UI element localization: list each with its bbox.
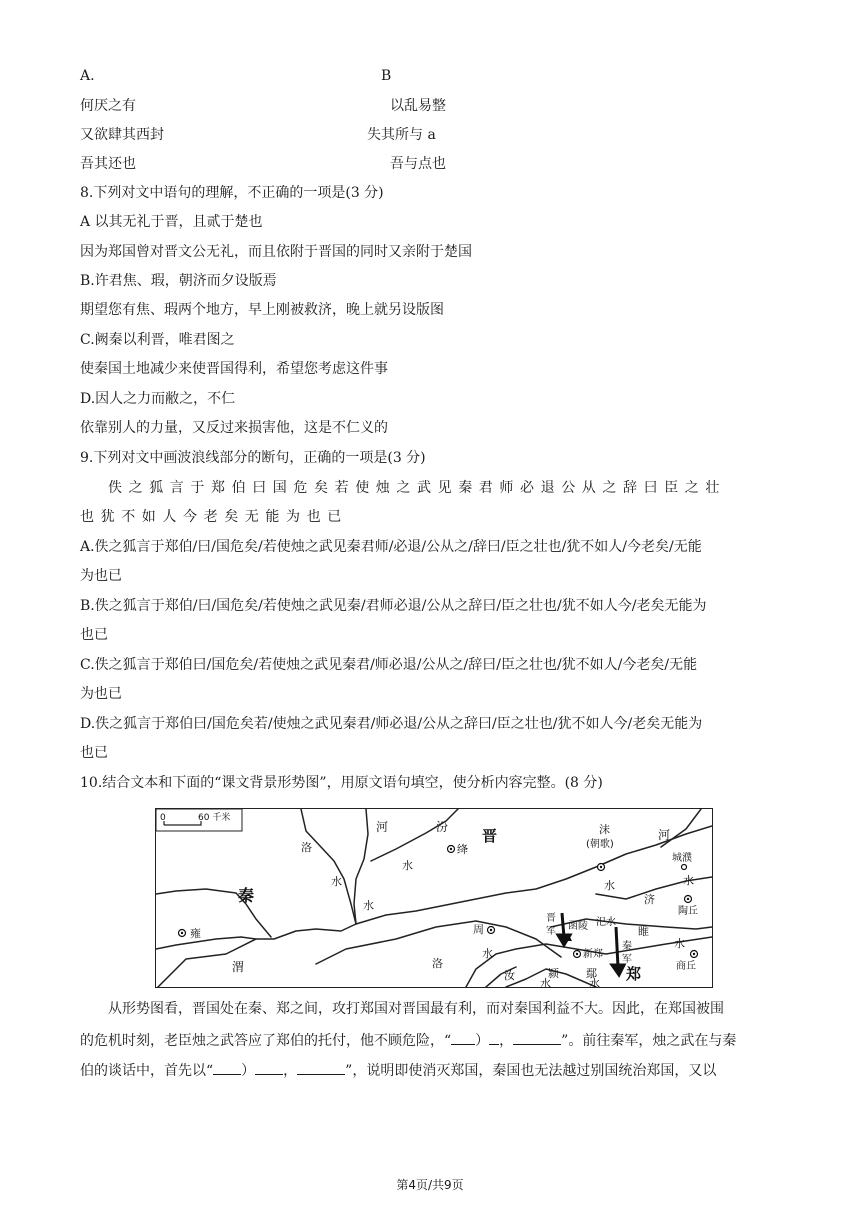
map-label-qin: 秦: [238, 886, 255, 905]
qin-army-arrow-head: [612, 965, 624, 975]
q9-option-a: A.佚之狐言于郑伯/曰/国危矣/若使烛之武见秦君师/必退/公从之/辞曰/臣之壮也/犹不如人/今老矣/无能: [80, 539, 702, 555]
q9-option-b-cont: 也已: [80, 627, 108, 643]
q10-text: 伯的谈话中，首先以“: [80, 1063, 214, 1079]
option-b-label: B: [381, 68, 392, 84]
map-label-ji: 济: [644, 893, 655, 906]
river-fen: [371, 809, 458, 861]
map-label-shui: 水: [482, 947, 493, 960]
q9-option-b: B.佚之狐言于郑伯/曰/国危矣/若使烛之武见秦/君师必退/公从之辞曰/臣之壮也/犹不如人今/老矣无能为: [80, 598, 707, 614]
q9-option-d: D.佚之狐言于郑伯曰/国危矣若/使烛之武见秦君/师必退/公从之辞曰/臣之壮也/犹不如人今/老矣无能为: [80, 716, 703, 732]
city-marker-chengpu: [682, 865, 687, 870]
map-label-jin-army: 晋: [546, 913, 556, 924]
q8-option-d: D.因人之力而敝之，不仁: [80, 391, 236, 407]
map-label-sui: 睢: [638, 925, 649, 938]
river-luo-north: [301, 809, 356, 924]
q9-option-d-cont: 也已: [80, 745, 108, 761]
map-label-ying: 颍: [548, 967, 559, 980]
map-label-qin-army: 秦: [622, 941, 632, 952]
map-label-shui: 水: [674, 937, 685, 950]
question-10-stem: 10.结合文本和下面的“课文背景形势图”，用原文语句填空，使分析内容完整。(8 分): [80, 775, 603, 791]
map-label-chengpu: 城濮: [672, 853, 692, 864]
option-a-item: 又欲肆其西封: [80, 127, 164, 143]
map-label-xinzheng: 新郑: [583, 949, 603, 960]
map-svg: [156, 809, 712, 987]
map-label-ru: 汝: [504, 969, 515, 982]
page-footer: 第4页/共9页: [396, 1178, 464, 1192]
map-label-luo-south: 洛: [432, 957, 443, 970]
q10-text: ）: [241, 1063, 256, 1079]
option-b-item: 吾与点也: [390, 156, 446, 172]
scale-zero: 0: [160, 813, 166, 823]
q10-paragraph-line: [80, 1029, 736, 1051]
map-label-taoqiu: 陶丘: [678, 906, 698, 917]
q10-text: ，: [283, 1063, 298, 1079]
map-label-shui: 水: [589, 977, 600, 987]
option-a-item: 何厌之有: [80, 98, 136, 114]
map-label-he: 河: [376, 820, 389, 834]
q8-option-a-explanation: 因为郑国曾对晋文公无礼，而且依附于晋国的同时又亲附于楚国: [80, 244, 472, 260]
map-label-jun: 军: [622, 954, 632, 965]
answer-blank[interactable]: [297, 1059, 345, 1075]
map-label-luo: 洛: [301, 841, 312, 854]
q8-option-d-explanation: 依靠别人的力量，又反过来损害他，这是不仁义的: [80, 420, 388, 436]
option-a-label: A.: [80, 68, 95, 84]
q8-option-c-explanation: 使秦国土地减少来使晋国得利，希望您考虑这件事: [80, 361, 388, 377]
map-label-shui: 水: [683, 874, 694, 887]
scale-label: 60 千米: [198, 813, 231, 823]
map-label-shangqiu: 商丘: [676, 961, 696, 972]
q8-option-c: C.阙秦以利晋，唯君图之: [80, 332, 235, 348]
q8-option-b-explanation: 期望您有焦、瑕两个地方，早上刚被救济，晚上就另设版图: [80, 302, 444, 318]
map-label-jiang: 绛: [457, 843, 468, 856]
map-label-jin: 晋: [482, 827, 498, 845]
map-label-jun: 军: [546, 926, 556, 937]
map-label-hanling: 函陵: [568, 921, 588, 932]
option-a-item: 吾其还也: [80, 156, 136, 172]
map-label-yan: 鄢: [586, 967, 597, 980]
map-label-yong: 雍: [190, 927, 201, 940]
map-label-shui: 水: [363, 899, 374, 912]
q9-option-c: C.佚之狐言于郑伯曰/国危矣/若使烛之武见秦君/师必退/公从之/辞曰/臣之壮也/犹不如人/今老矣/无能: [80, 657, 698, 673]
qin-army-arrow: [616, 927, 618, 967]
map-label-mo: 沫: [599, 823, 610, 836]
map-label-shui: 水: [540, 977, 551, 987]
option-b-item: 失其所与 a: [367, 127, 436, 143]
q10-text: ，: [499, 1033, 514, 1049]
map-label-shui: 水: [604, 879, 615, 892]
q10-text: ”。前往秦军，烛之武在与秦: [561, 1033, 737, 1049]
jin-army-arrow: [562, 913, 564, 937]
answer-blank[interactable]: [451, 1029, 475, 1045]
q9-option-a-cont: 为也已: [80, 568, 122, 584]
question-8-stem: 8.下列对文中语句的理解，不正确的一项是(3 分): [80, 185, 384, 201]
q10-paragraph-line: 从形势图看，晋国处在秦、郑之间，攻打郑国对晋国最有利，而对秦国利益不大。因此，在郑国被围: [108, 1001, 724, 1017]
map-label-shui: 水: [331, 875, 342, 888]
map-label-shui: 水: [402, 859, 413, 872]
question-9-stem: 9.下列对文中画波浪线部分的断句，正确的一项是(3 分): [80, 450, 426, 466]
situation-map: [155, 808, 713, 988]
q10-text: ）: [475, 1033, 490, 1049]
q9-passage-line: 也犹不如人今老矣无能为也已: [80, 509, 348, 525]
q10-text: ”，说明即使消灭郑国，秦国也无法越过别国统治郑国，又以: [345, 1063, 717, 1079]
q10-paragraph-line: [80, 1059, 716, 1081]
map-label-wei: 渭: [232, 960, 245, 974]
q10-text: 的危机时刻，老臣烛之武答应了郑伯的托付，他不顾危险，“: [80, 1033, 452, 1049]
answer-blank[interactable]: [489, 1029, 499, 1045]
map-label-fen: 汾: [436, 820, 449, 834]
map-label-he-east: 河: [658, 828, 671, 842]
q8-option-a: A 以其无礼于晋，且贰于楚也: [80, 214, 263, 230]
map-label-zheng: 郑: [626, 965, 642, 983]
map-label-zhaoge: (朝歌): [586, 839, 614, 850]
answer-blank[interactable]: [255, 1059, 283, 1075]
map-label-fanshui: 氾水: [596, 917, 616, 928]
map-label-zhou: 周: [473, 923, 484, 936]
q9-option-c-cont: 为也已: [80, 686, 122, 702]
q8-option-b: B.许君焦、瑕，朝济而夕设版焉: [80, 273, 277, 289]
answer-blank[interactable]: [513, 1029, 561, 1045]
option-b-item: 以乱易整: [390, 98, 446, 114]
answer-blank[interactable]: [213, 1059, 241, 1075]
q9-passage-line: 佚之狐言于郑伯曰国危矣若使烛之武见秦君师必退公从之辞曰臣之壮: [108, 480, 726, 496]
